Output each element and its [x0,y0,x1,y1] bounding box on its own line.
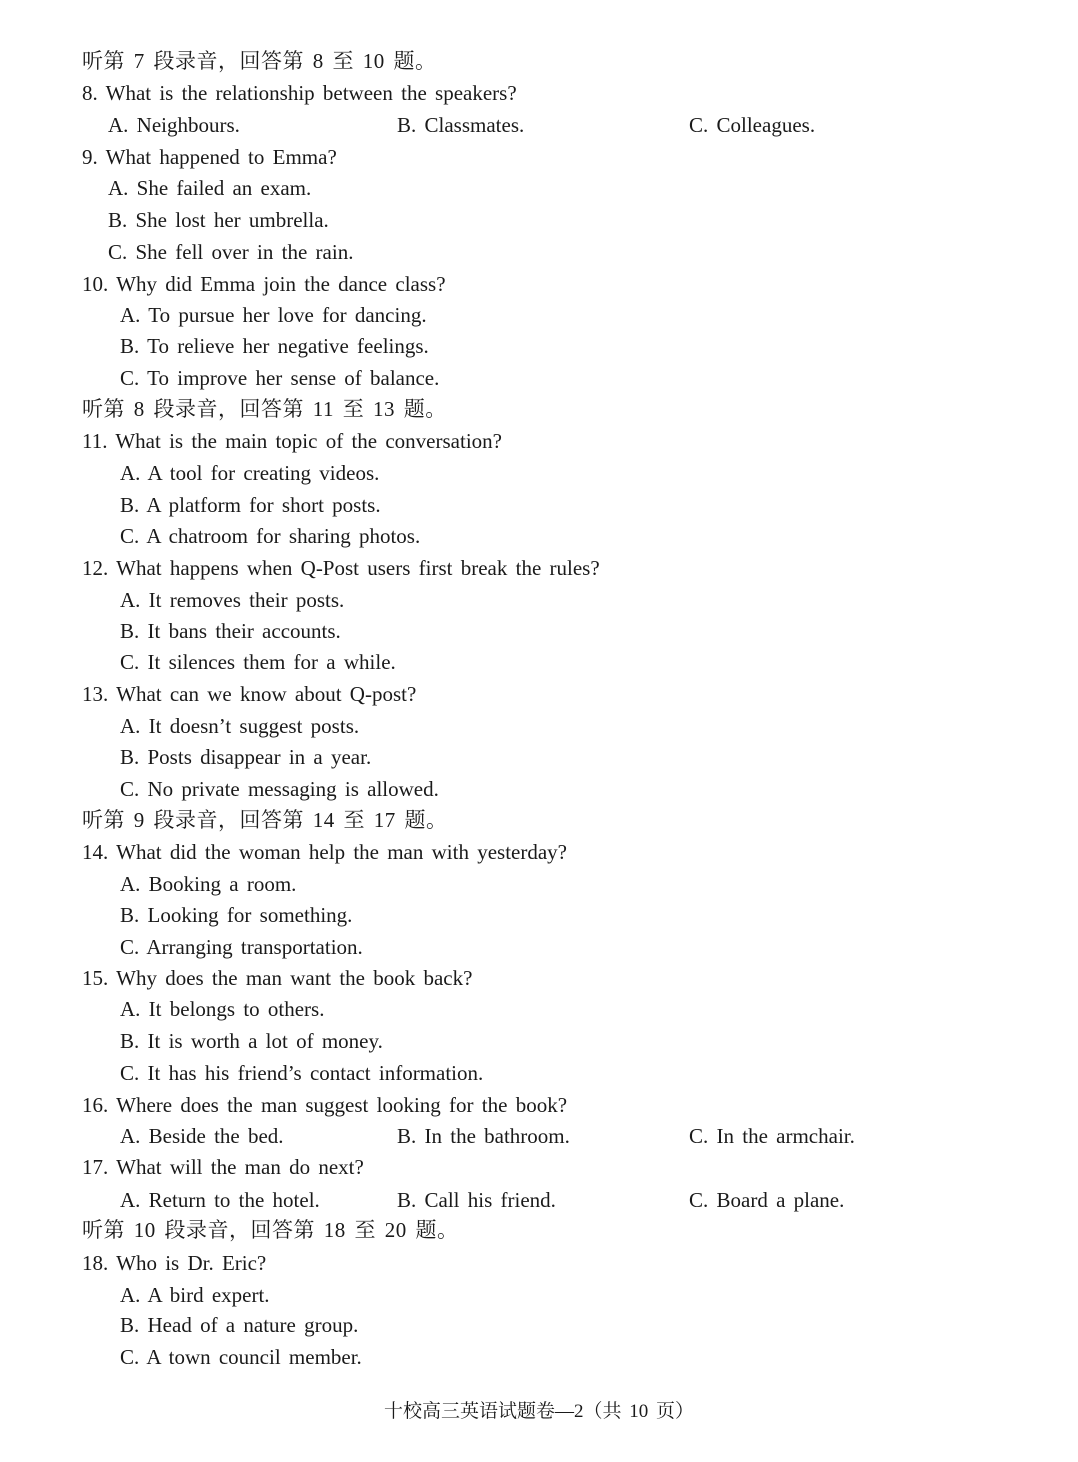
option-c: C. A town council member. [120,1345,362,1369]
page-footer: 十校高三英语试题卷—2（共 10 页） [383,1401,694,1422]
option-a: A. It doesn’t suggest posts. [120,714,360,738]
option-c: C. Arranging transportation. [120,935,363,959]
question-stem: 16. Where does the man suggest looking for the book? [82,1093,568,1117]
option-b: B. To relieve her negative feelings. [120,334,429,358]
option-b: B. She lost her umbrella. [108,208,329,232]
option-c: C. She fell over in the rain. [108,240,354,264]
option-a: A. Booking a room. [120,872,297,896]
option-b: B. It is worth a lot of money. [120,1029,383,1053]
option-c: C. No private messaging is allowed. [120,777,439,801]
section-instruction: 听第 10 段录音，回答第 18 至 20 题。 [82,1218,459,1242]
option-b: B. Posts disappear in a year. [120,745,372,769]
question-stem: 14. What did the woman help the man with yesterday? [82,840,567,864]
question-stem: 18. Who is Dr. Eric? [82,1251,267,1275]
question-stem: 17. What will the man do next? [82,1155,364,1179]
option-c: C. It has his friend’s contact information. [120,1061,484,1085]
section-instruction: 听第 7 段录音，回答第 8 至 10 题。 [82,49,437,73]
option-a: A. Return to the hotel. [120,1188,320,1212]
option-b: B. Looking for something. [120,903,353,927]
option-c: C. Board a plane. [689,1188,845,1212]
option-a: A. It belongs to others. [120,997,325,1021]
option-c: C. A chatroom for sharing photos. [120,524,421,548]
option-a: A. Beside the bed. [120,1124,284,1148]
question-stem: 10. Why did Emma join the dance class? [82,272,446,296]
option-a: A. It removes their posts. [120,588,345,612]
option-b: B. In the bathroom. [397,1124,570,1148]
option-b: B. It bans their accounts. [120,619,341,643]
section-instruction: 听第 9 段录音，回答第 14 至 17 题。 [82,808,448,832]
question-stem: 13. What can we know about Q-post? [82,682,417,706]
option-b: B. A platform for short posts. [120,493,381,517]
option-a: A. She failed an exam. [108,176,312,200]
option-a: A. Neighbours. [108,113,240,137]
option-a: A. A bird expert. [120,1283,270,1307]
option-c: C. Colleagues. [689,113,816,137]
option-b: B. Head of a nature group. [120,1313,359,1337]
option-c: C. To improve her sense of balance. [120,366,440,390]
option-c: C. It silences them for a while. [120,650,396,674]
section-instruction: 听第 8 段录音，回答第 11 至 13 题。 [82,397,447,421]
option-a: A. A tool for creating videos. [120,461,380,485]
option-b: B. Classmates. [397,113,525,137]
option-a: A. To pursue her love for dancing. [120,303,427,327]
option-c: C. In the armchair. [689,1124,855,1148]
question-stem: 12. What happens when Q-Post users first break the rules? [82,556,600,580]
option-b: B. Call his friend. [397,1188,556,1212]
question-stem: 15. Why does the man want the book back? [82,966,473,990]
question-stem: 8. What is the relationship between the speakers? [82,81,517,105]
question-stem: 9. What happened to Emma? [82,145,337,169]
question-stem: 11. What is the main topic of the conversation? [82,429,502,453]
